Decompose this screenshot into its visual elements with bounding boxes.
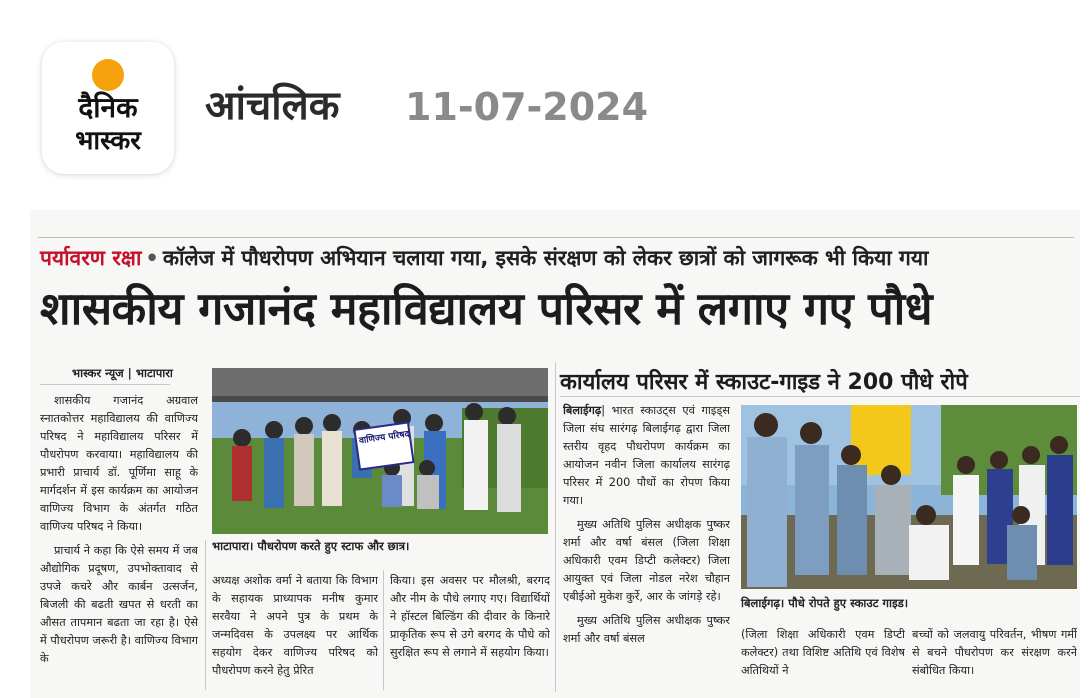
- article2-photo-scouts: [741, 405, 1077, 589]
- sun-icon: [92, 59, 124, 91]
- photo-illustration: [741, 405, 1077, 589]
- article-paragraph: अध्यक्ष अशोक वर्मा ने बताया कि विभाग के सहायक प्राध्यापक मनीष कुमार सरवैया ने अपने पुत्र के प्रथम के जन्मदिवस के उपलक्ष्य पर आर्थिक सहयोग देकर वाणिज्य परिषद को पौधरोपण करने हेतु प्रेरित: [212, 574, 378, 677]
- article-paragraph: मुख्य अतिथि पुलिस अधीक्षक पुष्कर शर्मा और वर्षा बंसल: [563, 614, 730, 645]
- article-photo-college: [212, 368, 548, 534]
- kicker-separator: •: [145, 246, 159, 270]
- photo-banner-text: वाणिज्य परिषद: [358, 429, 411, 447]
- article-paragraph: (जिला शिक्षा अधिकारी एवम डिप्टी कलेक्टर) तथा विशिष्ट अतिथि एवं विशेष अतिथियों ने: [741, 628, 905, 677]
- column-divider: [383, 570, 384, 690]
- column-divider: [555, 362, 556, 692]
- dateline-place: बिलाईगढ़: [563, 404, 602, 417]
- article-column-3: [390, 572, 550, 690]
- article-paragraph: किया। इस अवसर पर मौलश्री, बरगद और नीम के पौधे लगाए गए। विद्यार्थियों ने हॉस्टल बिल्डिंग की दीवार के किनारे प्राकृतिक रूप से उगे बरगद के पौधे को सुरक्षित रूप से लगाने में सहयोग किया।: [390, 574, 550, 659]
- article-kicker: [40, 246, 929, 270]
- article-column-1: [40, 392, 198, 690]
- byline: भास्कर न्यूज | भाटापारा: [72, 366, 173, 380]
- section-title: आंचलिक: [205, 83, 340, 129]
- article-headline: शासकीय गजानंद महाविद्यालय परिसर में लगाए गए पौधे: [40, 282, 933, 335]
- issue-date: 11-07-2024: [405, 85, 649, 129]
- article2-column-1: बिलाईगढ़| भारत स्काउट्स एवं गाइड्स जिला संघ सारंगढ़ बिलाईगढ़ द्वारा जिला स्तरीय वृहद पौधरोपण कार्यक्रम का आयोजन नवीन जिला कार्यालय सारंगढ़ परिसर में 200 पौधों का रोपण किया गया। मुख्य अतिथि पुलिस अधीक्षक पुष्कर शर्मा और वर्षा बंसल (जिला शिक्षा अधिकारी एवम डिप्टी कलेक्टर) जिला आयुक्त एवं जिला नोडल नरेश चौहान एबीईओ मुकेश कुर्रे, आर के जांगड़े रहे। मुख्य अतिथि पुलिस अधीक्षक पुष्कर शर्मा और वर्षा बंसल: [563, 402, 730, 690]
- article2-column-3: [912, 626, 1077, 690]
- photo-caption: भाटापारा। पौधरोपण करते हुए स्टाफ और छात्र।: [212, 539, 410, 553]
- photo-caption: बिलाईगढ़। पौधे रोपते हुए स्काउट गाइड।: [741, 596, 909, 610]
- article-paragraph: बच्चों को जलवायु परिवर्तन, भीषण गर्मी से बचने पौधरोपण कर संरक्षण करने संबोधित किया।: [912, 628, 1077, 677]
- headline-rule: [560, 396, 1080, 397]
- logo-line1: दैनिक: [78, 91, 138, 124]
- photo-illustration: [212, 368, 548, 534]
- kicker-tag: पर्यावरण रक्षा: [40, 246, 142, 270]
- column-divider: [205, 540, 206, 690]
- top-rule: [38, 237, 1074, 238]
- kicker-text: कॉलेज में पौधरोपण अभियान चलाया गया, इसके संरक्षण को लेकर छात्रों को जागरूक भी किया गया: [162, 246, 929, 270]
- article-paragraph: प्राचार्य ने कहा कि ऐसे समय में जब औद्योगिक प्रदूषण, उपभोक्तावाद से उपजे कचरे और कार्बन उत्सर्जन, बिजली की बढती खपत से धरती का औसत तापमान बढता जा रहा है। ऐसे में पौधरोपण जरूरी है। वाणिज्य विभाग के: [40, 544, 198, 665]
- article2-column-2: [741, 626, 905, 690]
- article-paragraph: शासकीय गजानंद अग्रवाल स्नातकोत्तर महाविद्यालय की वाणिज्य परिषद ने महाविद्यालय परिसर में पौधरोपण करवाया। महाविद्यालय की प्रभारी प्राचार्य डॉ. पूर्णिमा साहू के मार्गदर्शन में इस कार्यक्रम का आयोजन वाणिज्य विभाग के अंतर्गत गठित वाणिज्य परिषद ने किया।: [40, 394, 198, 533]
- article2-headline: कार्यालय परिसर में स्काउट-गाइड ने 200 पौधे रोपे: [560, 370, 968, 395]
- dainik-bhaskar-logo: [42, 42, 174, 174]
- article-paragraph: भारत स्काउट्स एवं गाइड्स जिला संघ सारंगढ़ बिलाईगढ़ द्वारा जिला स्तरीय वृहद पौधरोपण कार्यक्रम का आयोजन नवीन जिला कार्यालय सारंगढ़ परिसर में 200 पौधों का रोपण किया गया।: [563, 404, 730, 507]
- article-column-2: [212, 572, 378, 690]
- article-paragraph: मुख्य अतिथि पुलिस अधीक्षक पुष्कर शर्मा और वर्षा बंसल (जिला शिक्षा अधिकारी एवम डिप्टी कलेक्टर) जिला आयुक्त एवं जिला नोडल नरेश चौहान एबीईओ मुकेश कुर्रे, आर के जांगड़े रहे।: [563, 518, 730, 603]
- logo-line2: भास्कर: [75, 126, 141, 156]
- byline-rule: [40, 384, 170, 385]
